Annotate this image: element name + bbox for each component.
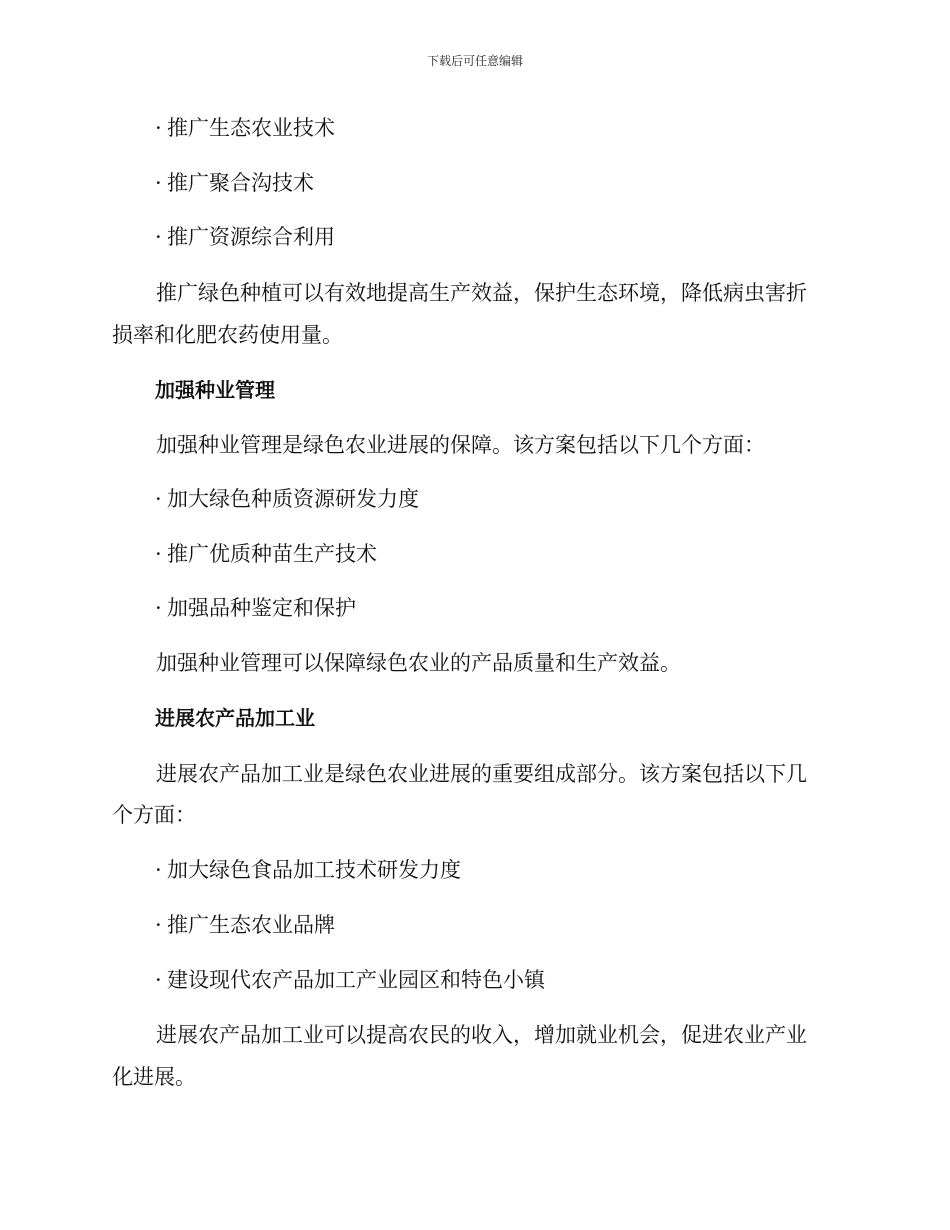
bullet-icon: · — [155, 596, 162, 620]
list-item: · 建设现代农产品加工产业园区和特色小镇 — [155, 968, 545, 992]
paragraph-line: 进展农产品加工业可以提高农民的收入，增加就业机会，促进农业产业 — [156, 1023, 807, 1047]
paragraph-line: 化进展。 — [112, 1065, 196, 1089]
bullet-icon: · — [155, 858, 162, 882]
paragraph-line: 个方面： — [112, 803, 196, 827]
list-item: · 加强品种鉴定和保护 — [155, 596, 356, 620]
paragraph-line: 进展农产品加工业是绿色农业进展的重要组成部分。该方案包括以下几 — [156, 762, 807, 786]
list-item: · 推广生态农业技术 — [155, 116, 335, 140]
list-item: · 加大绿色种质资源研发力度 — [155, 487, 419, 511]
bullet-icon: · — [155, 968, 162, 992]
bullet-icon: · — [155, 171, 162, 195]
bullet-icon: · — [155, 116, 162, 140]
list-item: · 推广资源综合利用 — [155, 225, 335, 249]
list-item: · 加大绿色食品加工技术研发力度 — [155, 858, 461, 882]
paragraph-line: 推广绿色种植可以有效地提高生产效益，保护生态环境，降低病虫害折 — [156, 281, 807, 305]
section-heading: 进展农产品加工业 — [155, 706, 315, 730]
bullet-icon: · — [155, 225, 162, 249]
list-item: · 推广优质种苗生产技术 — [155, 542, 377, 566]
paragraph-line: 损率和化肥农药使用量。 — [112, 323, 343, 347]
list-item: · 推广生态农业品牌 — [155, 913, 335, 937]
paragraph-line: 加强种业管理可以保障绿色农业的产品质量和生产效益。 — [156, 651, 681, 675]
bullet-icon: · — [155, 542, 162, 566]
bullet-icon: · — [155, 487, 162, 511]
bullet-icon: · — [155, 913, 162, 937]
section-heading: 加强种业管理 — [155, 378, 275, 402]
list-item: · 推广聚合沟技术 — [155, 171, 314, 195]
page-header: 下载后可任意编辑 — [426, 54, 523, 68]
paragraph-line: 加强种业管理是绿色农业进展的保障。该方案包括以下几个方面： — [156, 433, 765, 457]
